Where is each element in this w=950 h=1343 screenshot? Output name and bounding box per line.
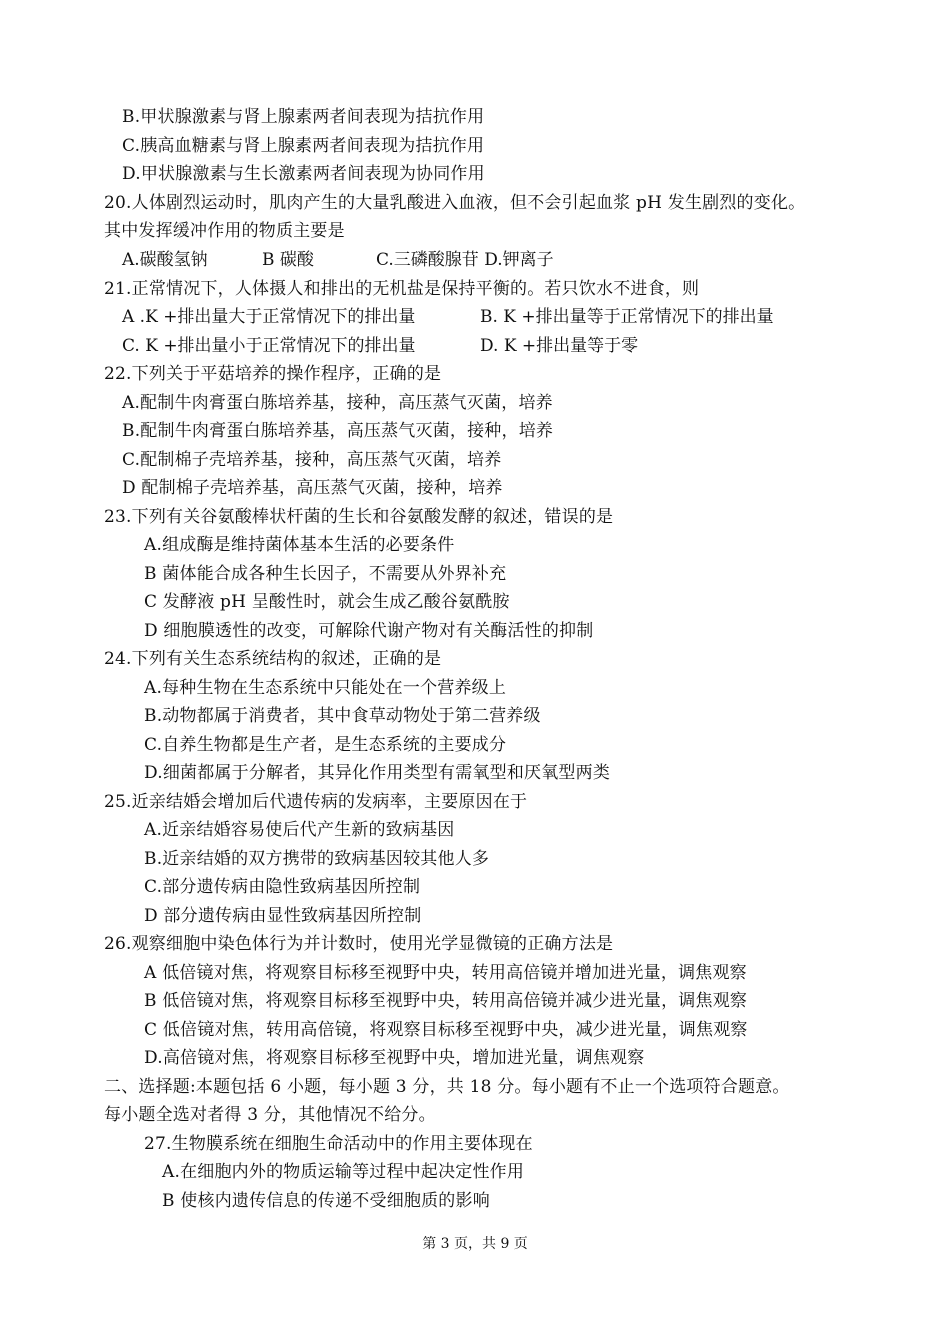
page-footer: 第 3 页，共 9 页 [422,1236,528,1252]
q23-option-a: A.组成酶是维持菌体基本生活的必要条件 [144,535,455,555]
q23-stem: 23.下列有关谷氨酸棒状杆菌的生长和谷氨酸发酵的叙述，错误的是 [104,507,614,527]
q22-option-d: D 配制棉子壳培养基，高压蒸气灭菌，接种，培养 [122,478,503,498]
q27-option-a: A.在细胞内外的物质运输等过程中起决定性作用 [162,1162,525,1182]
q24-option-b: B.动物都属于消费者，其中食草动物处于第二营养级 [144,706,541,726]
q26-option-a: A 低倍镜对焦，将观察目标移至视野中央，转用高倍镜并增加进光量，调焦观察 [144,963,747,983]
q21-option-b: B. K +排出量等于正常情况下的排出量 [480,307,774,327]
q26-option-c: C 低倍镜对焦，转用高倍镜，将观察目标移至视野中央，减少进光量，调焦观察 [144,1020,748,1040]
q21-options-row1 [0,307,950,327]
q20-stem: 20.人体剧烈运动时，肌肉产生的大量乳酸进入血液，但不会引起血浆 pH 发生剧烈的变化。 [104,193,806,213]
q24-option-c: C.自养生物都是生产者，是生态系统的主要成分 [144,735,507,755]
q25-option-b: B.近亲结婚的双方携带的致病基因较其他人多 [144,849,490,869]
q21-option-c: C. K +排出量小于正常情况下的排出量 [122,336,416,356]
q26-option-b: B 低倍镜对焦，将观察目标移至视野中央，转用高倍镜并减少进光量，调焦观察 [144,991,748,1011]
q24-option-d: D.细菌都属于分解者，其异化作用类型有需氧型和厌氧型两类 [144,763,611,783]
q27-option-b: B 使核内遗传信息的传递不受细胞质的影响 [162,1191,490,1211]
q20-stem-cont: 其中发挥缓冲作用的物质主要是 [104,221,345,241]
q23-option-b: B 菌体能合成各种生长因子，不需要从外界补充 [144,564,507,584]
section-two-heading: 二、选择题:本题包括 6 小题，每小题 3 分，共 18 分。每小题有不止一个选项符合题意。 [104,1077,790,1097]
q20-options-row [0,250,950,270]
q21-stem: 21.正常情况下，人体摄人和排出的无机盐是保持平衡的。若只饮水不进食，则 [104,279,700,299]
q20-option-cd: C.三磷酸腺苷 D.钾离子 [376,250,554,270]
q23-option-d: D 细胞膜透性的改变，可解除代谢产物对有关酶活性的抑制 [144,621,594,641]
q24-stem: 24.下列有关生态系统结构的叙述，正确的是 [104,649,442,669]
q21-option-a: A .K +排出量大于正常情况下的排出量 [122,307,416,327]
q23-option-c: C 发酵液 pH 呈酸性时，就会生成乙酸谷氨酰胺 [144,592,510,612]
q25-stem: 25.近亲结婚会增加后代遗传病的发病率，主要原因在于 [104,792,528,812]
q26-stem: 26.观察细胞中染色体行为并计数时，使用光学显微镜的正确方法是 [104,934,614,954]
section-two-heading-cont: 每小题全选对者得 3 分，其他情况不给分。 [104,1105,436,1125]
q19-option-b: B.甲状腺激素与肾上腺素两者间表现为拮抗作用 [122,107,485,127]
q20-option-a: A.碳酸氢钠 [122,250,208,270]
q20-option-b: B 碳酸 [262,250,314,270]
q25-option-c: C.部分遗传病由隐性致病基因所控制 [144,877,421,897]
q22-stem: 22.下列关于平菇培养的操作程序，正确的是 [104,364,442,384]
q19-option-d: D.甲状腺激素与生长激素两者间表现为协同作用 [122,164,485,184]
q22-option-c: C.配制棉子壳培养基，接种，高压蒸气灭菌，培养 [122,450,502,470]
q21-option-d: D. K +排出量等于零 [480,336,639,356]
q24-option-a: A.每种生物在生态系统中只能处在一个营养级上 [144,678,507,698]
q21-options-row2 [0,336,950,356]
q19-option-c: C.胰高血糖素与肾上腺素两者间表现为拮抗作用 [122,136,485,156]
q22-option-b: B.配制牛肉膏蛋白胨培养基，高压蒸气灭菌，接种，培养 [122,421,554,441]
q22-option-a: A.配制牛肉膏蛋白胨培养基，接种，高压蒸气灭菌，培养 [122,393,553,413]
q25-option-d: D 部分遗传病由显性致病基因所控制 [144,906,422,926]
q26-option-d: D.高倍镜对焦，将观察目标移至视野中央，增加进光量，调焦观察 [144,1048,645,1068]
q25-option-a: A.近亲结婚容易使后代产生新的致病基因 [144,820,455,840]
q27-stem: 27.生物膜系统在细胞生命活动中的作用主要体现在 [144,1134,533,1154]
